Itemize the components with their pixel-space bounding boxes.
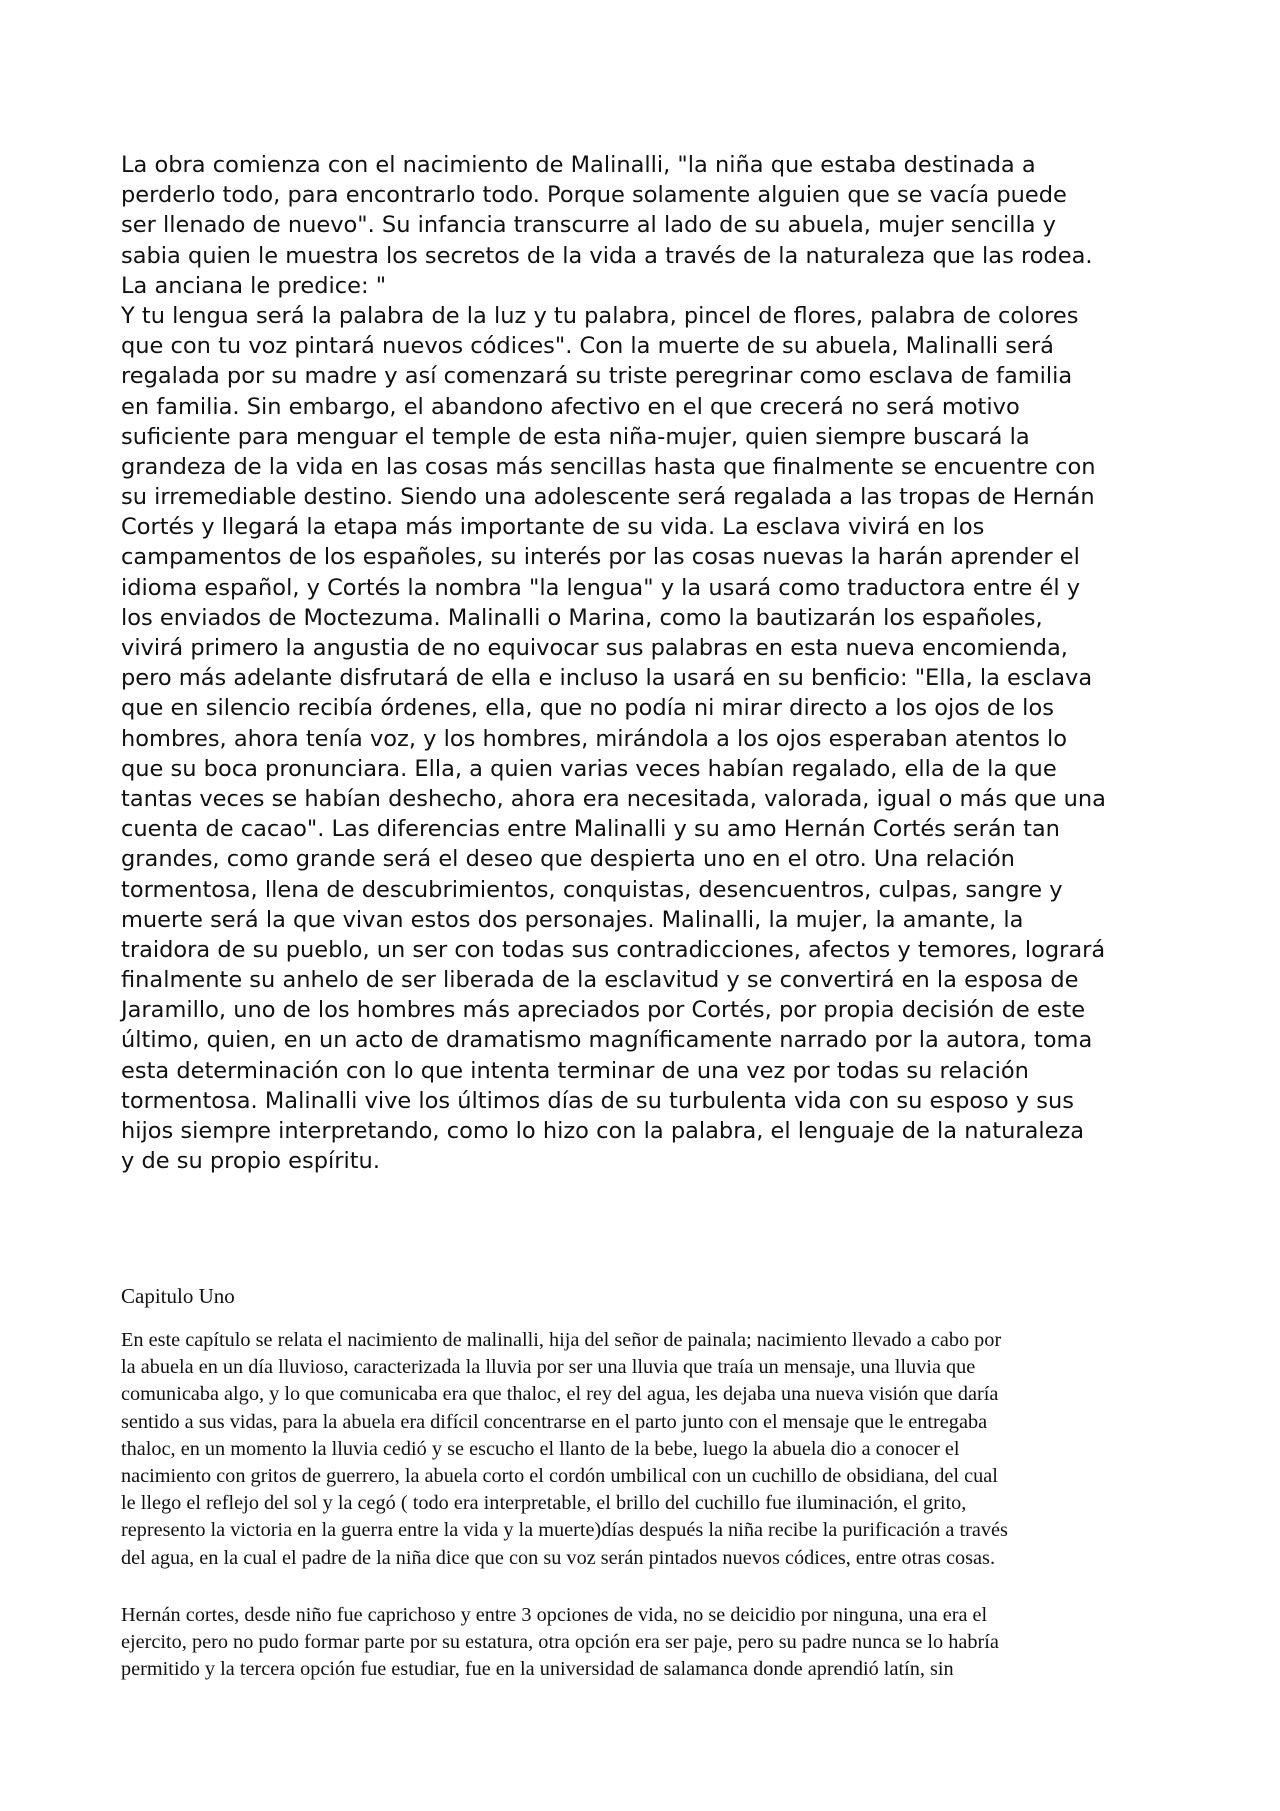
chapter-line: ejercito, pero no pudo formar parte por su estatura, otra opción era ser paje, pero su padre nunca se lo habría [121,1631,999,1654]
chapter-line: permitido y la tercera opción fue estudiar, fue en la universidad de salamanca donde aprendió latín, sin [121,1658,954,1681]
summary-line: grandes, como grande será el deseo que despierta uno en el otro. Una relación [121,846,1015,873]
summary-line: Y tu lengua será la palabra de la luz y tu palabra, pincel de flores, palabra de colores [121,302,1079,329]
summary-line: que en silencio recibía órdenes, ella, que no podía ni mirar directo a los ojos de los [121,695,1054,722]
summary-line: pero más adelante disfrutará de ella e incluso la usará en su benficio: "Ella, la esclava [121,665,1093,692]
summary-line: idioma español, y Cortés la nombra "la lengua" y la usará como traductora entre él y [121,574,1081,601]
summary-line: traidora de su pueblo, un ser con todas sus contradicciones, afectos y temores, logrará [121,936,1106,963]
summary-line: su irremediable destino. Siendo una adolescente será regalada a las tropas de Hernán [121,484,1095,511]
summary-line: ser llenado de nuevo". Su infancia transcurre al lado de su abuela, mujer sencilla y [121,212,1056,239]
chapter-paragraph-1 [121,1327,1181,1572]
chapter-line: sentido a sus vidas, para la abuela era difícil concentrarse en el parto junto con el mensaje que le entregaba [121,1410,988,1433]
summary-line: hijos siempre interpretando, como lo hizo con la palabra, el lenguaje de la naturaleza [121,1118,1085,1144]
summary-line: tormentosa. Malinalli vive los últimos días de su turbulenta vida con su esposo y sus [121,1087,1074,1114]
summary-line: muerte será la que vivan estos dos personajes. Malinalli, la mujer, la amante, la [121,906,1024,933]
summary-line: suficiente para menguar el temple de esta niña-mujer, quien siempre buscará la [121,423,1030,450]
chapter-line: la abuela en un día lluvioso, caracterizada la lluvia por ser una lluvia que traía un mensaje, una lluvia que [121,1356,976,1379]
chapter-line: thaloc, en un momento la lluvia cedió y se escucho el llanto de la bebe, luego la abuela dio a conocer el [121,1437,960,1460]
summary-line: Jaramillo, uno de los hombres más apreciados por Cortés, por propia decisión de este [121,997,1086,1024]
chapter-line: le llego el reflejo del sol y la cegó ( todo era interpretable, el brillo del cuchillo fue iluminación, el grito, [121,1492,967,1515]
summary-line: que su boca pronunciara. Ella, a quien varias veces habían regalado, ella de la que [121,755,1057,782]
summary-line: hombres, ahora tenía voz, y los hombres, mirándola a los ojos esperaban atentos lo [121,725,1067,752]
summary-line: esta determinación con lo que intenta terminar de una vez por todas su relación [121,1057,1029,1084]
chapter-line: Hernán cortes, desde niño fue caprichoso y entre 3 opciones de vida, no se deicidio por ninguna, una era el [121,1604,988,1626]
summary-line: que con tu voz pintará nuevos códices". Con la muerte de su abuela, Malinalli será [121,333,1054,360]
chapter-line: En este capítulo se relata el nacimiento de malinalli, hija del señor de painala; nacimiento llevado a cabo por [121,1329,1002,1351]
chapter-line: represento la victoria en la guerra entre la vida y la muerte)días después la niña recibe la purificación a través [121,1519,1008,1542]
summary-line: tormentosa, llena de descubrimientos, conquistas, desencuentros, culpas, sangre y [121,876,1063,903]
summary-line: campamentos de los españoles, su interés por las cosas nuevas la harán aprender el [121,544,1080,571]
chapter-paragraph-2 [121,1602,1181,1684]
chapter-line: del agua, en la cual el padre de la niña dice que con su voz serán pintados nuevos códices, entre otras cosas. [121,1546,996,1569]
summary-line: regalada por su madre y así comenzará su triste peregrinar como esclava de familia [121,363,1073,390]
summary-line: perderlo todo, para encontrarlo todo. Porque solamente alguien que se vacía puede [121,182,1067,209]
summary-line: Cortés y llegará la etapa más importante de su vida. La esclava vivirá en los [121,514,985,541]
summary-line: en familia. Sin embargo, el abandono afectivo en el que crecerá no será motivo [121,393,1020,420]
chapter-title: Capitulo Uno [121,1284,235,1308]
summary-line: grandeza de la vida en las cosas más sencillas hasta que finalmente se encuentre con [121,453,1096,480]
summary-line: y de su propio espíritu. [121,1148,380,1175]
summary-line: La obra comienza con el nacimiento de Malinalli, "la niña que estaba destinada a [121,152,1036,178]
summary-line: cuenta de cacao". Las diferencias entre Malinalli y su amo Hernán Cortés serán tan [121,816,1060,843]
summary-line: último, quien, en un acto de dramatismo magníficamente narrado por la autora, toma [121,1027,1093,1054]
summary-line: finalmente su anhelo de ser liberada de la esclavitud y se convertirá en la esposa de [121,967,1079,994]
summary-line: vivirá primero la angustia de no equivocar sus palabras en esta nueva encomienda, [121,635,1068,661]
summary-paragraph [121,150,1166,1176]
summary-line: sabia quien le muestra los secretos de la vida a través de la naturaleza que las rodea. [121,242,1093,269]
chapter-line: nacimiento con gritos de guerrero, la abuela corto el cordón umbilical con un cuchillo de obsidiana, del cual [121,1464,998,1487]
summary-line: tantas veces se habían deshecho, ahora era necesitada, valorada, igual o más que una [121,785,1106,812]
summary-line: los enviados de Moctezuma. Malinalli o Marina, como la bautizarán los españoles, [121,604,1043,631]
chapter-line: comunicaba algo, y lo que comunicaba era que thaloc, el rey del agua, les dejaba una nueva visión que daría [121,1383,999,1406]
summary-line: La anciana le predice: " [121,272,387,299]
